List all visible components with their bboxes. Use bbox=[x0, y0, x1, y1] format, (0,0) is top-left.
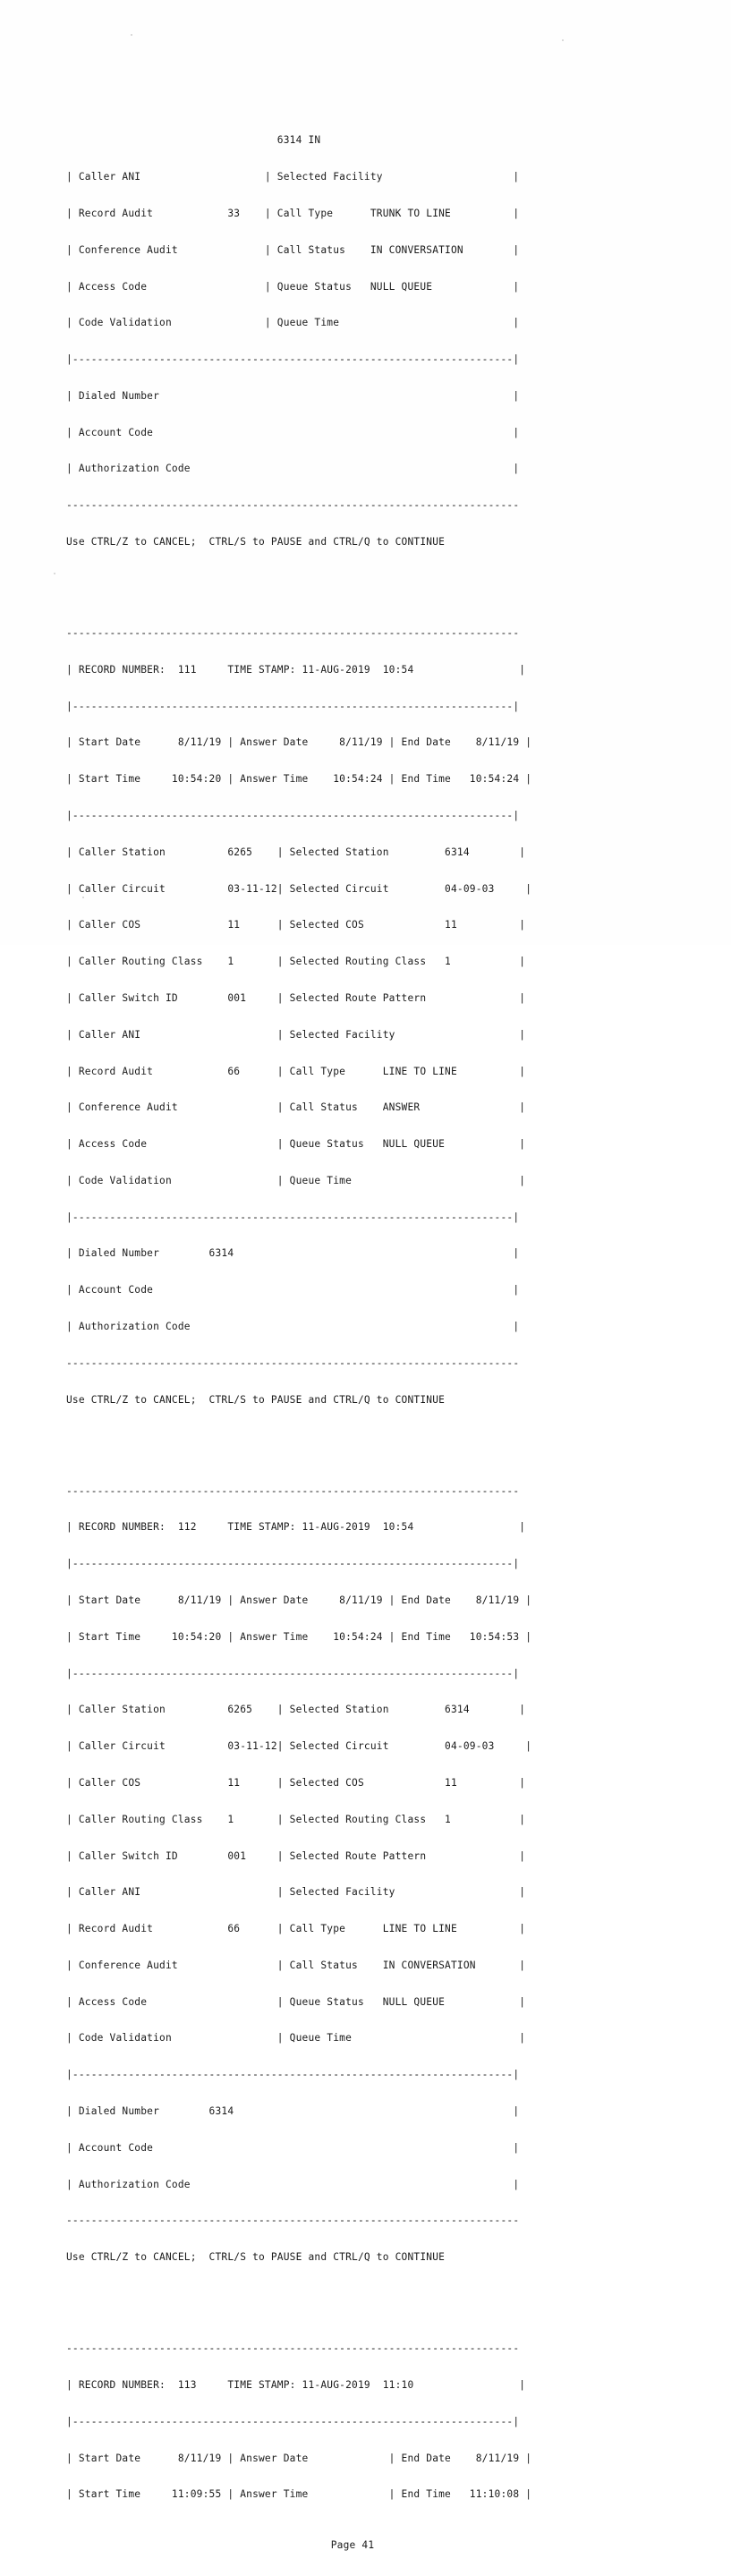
control-prompt: Use CTRL/Z to CANCEL; CTRL/S to PAUSE and CTRL/Q to CONTINUE bbox=[66, 535, 446, 548]
report-divider: |-----------------------------------------------------------------------| bbox=[66, 353, 520, 366]
control-prompt: Use CTRL/Z to CANCEL; CTRL/S to PAUSE and CTRL/Q to CONTINUE bbox=[66, 2251, 446, 2264]
report-divider: ------------------------------------------------------------------------- bbox=[66, 1356, 520, 1369]
report-divider: |-----------------------------------------------------------------------| bbox=[66, 1558, 520, 1570]
report-line: | Caller COS 11 | Selected COS 11 | bbox=[66, 1776, 526, 1789]
report-line: | Conference Audit | Call Status IN CONVERSATION | bbox=[66, 1959, 526, 1971]
report-line: | Start Time 10:54:20 | Answer Time 10:54:24 | End Time 10:54:53 | bbox=[66, 1630, 532, 1643]
report-line: | Record Audit 66 | Call Type LINE TO LINE | bbox=[66, 1923, 526, 1935]
report-line: | Caller COS 11 | Selected COS 11 | bbox=[66, 919, 526, 931]
blank-line bbox=[66, 573, 639, 579]
report-line: 6314 IN bbox=[66, 134, 520, 147]
report-line: | Dialed Number 6314 | bbox=[66, 2104, 520, 2117]
report-divider: |-----------------------------------------------------------------------| bbox=[66, 1211, 520, 1223]
report-line: | Account Code | bbox=[66, 426, 520, 438]
report-line: | Caller ANI | Selected Facility | bbox=[66, 1028, 526, 1041]
record-header: | RECORD NUMBER: 112 TIME STAMP: 11-AUG-2019 10:54 | bbox=[66, 1521, 526, 1534]
scan-speck bbox=[54, 573, 55, 574]
report-line: | Dialed Number | bbox=[66, 389, 520, 402]
report-divider: |-----------------------------------------------------------------------| bbox=[66, 2069, 520, 2081]
report-line: | Code Validation | Queue Time | bbox=[66, 317, 520, 329]
report-line: | Account Code | bbox=[66, 2141, 520, 2154]
report-line: | Caller Circuit 03-11-12| Selected Circuit 04-09-03 | bbox=[66, 882, 532, 895]
report-line: | Start Date 8/11/19 | Answer Date | End Date 8/11/19 | bbox=[66, 2452, 532, 2464]
report-line: | Start Time 11:09:55 | Answer Time | End Time 11:10:08 | bbox=[66, 2488, 532, 2501]
report-line: | Caller Station 6265 | Selected Station 6314 | bbox=[66, 846, 526, 858]
report-divider: ------------------------------------------------------------------------- bbox=[66, 499, 520, 512]
report-line: | Authorization Code | bbox=[66, 1320, 520, 1332]
report-line: | Record Audit 66 | Call Type LINE TO LINE | bbox=[66, 1065, 526, 1077]
report-line: | Access Code | Queue Status NULL QUEUE | bbox=[66, 280, 520, 293]
report-line: | Caller Switch ID 001 | Selected Route Pattern | bbox=[66, 991, 526, 1004]
terminal-report-text bbox=[66, 86, 639, 2576]
report-divider: ------------------------------------------------------------------------- bbox=[66, 627, 520, 640]
report-line: | Start Date 8/11/19 | Answer Date 8/11/19 | End Date 8/11/19 | bbox=[66, 1594, 532, 1607]
report-divider: |-----------------------------------------------------------------------| bbox=[66, 2415, 520, 2427]
record-header: | RECORD NUMBER: 113 TIME STAMP: 11-AUG-2019 11:10 | bbox=[66, 2379, 526, 2392]
report-line: | Caller Routing Class 1 | Selected Routing Class 1 | bbox=[66, 956, 526, 968]
report-divider: |-----------------------------------------------------------------------| bbox=[66, 810, 520, 822]
report-divider: ------------------------------------------------------------------------- bbox=[66, 1484, 520, 1497]
report-line: | Caller Circuit 03-11-12| Selected Circuit 04-09-03 | bbox=[66, 1740, 532, 1753]
report-line: | Conference Audit | Call Status IN CONVERSATION | bbox=[66, 243, 520, 256]
report-line: | Access Code | Queue Status NULL QUEUE | bbox=[66, 1995, 526, 2008]
report-divider: ------------------------------------------------------------------------- bbox=[66, 2215, 520, 2227]
blank-line bbox=[66, 1430, 639, 1436]
report-line: | Access Code | Queue Status NULL QUEUE | bbox=[66, 1138, 526, 1151]
record-header: | RECORD NUMBER: 111 TIME STAMP: 11-AUG-2019 10:54 | bbox=[66, 663, 526, 676]
report-divider: ------------------------------------------------------------------------- bbox=[66, 2342, 520, 2355]
report-divider: |-----------------------------------------------------------------------| bbox=[66, 700, 520, 712]
scan-speck bbox=[131, 34, 132, 36]
page-number: Page 41 bbox=[330, 2538, 375, 2551]
report-line: | Start Date 8/11/19 | Answer Date 8/11/19 | End Date 8/11/19 | bbox=[66, 736, 532, 749]
report-line: | Caller Switch ID 001 | Selected Route Pattern | bbox=[66, 1849, 526, 1862]
scan-speck bbox=[82, 897, 84, 898]
report-line: | Code Validation | Queue Time | bbox=[66, 2032, 526, 2045]
scan-speck bbox=[562, 39, 564, 41]
report-line: | Account Code | bbox=[66, 1284, 520, 1297]
report-divider: |-----------------------------------------------------------------------| bbox=[66, 1667, 520, 1679]
report-line: | Code Validation | Queue Time | bbox=[66, 1174, 526, 1186]
report-line: | Authorization Code | bbox=[66, 2178, 520, 2190]
report-line: | Caller Routing Class 1 | Selected Routing Class 1 | bbox=[66, 1813, 526, 1825]
report-line: | Start Time 10:54:20 | Answer Time 10:54:24 | End Time 10:54:24 | bbox=[66, 773, 532, 786]
blank-line bbox=[66, 2288, 639, 2294]
report-line: | Caller ANI | Selected Facility | bbox=[66, 1886, 526, 1899]
control-prompt: Use CTRL/Z to CANCEL; CTRL/S to PAUSE and CTRL/Q to CONTINUE bbox=[66, 1393, 446, 1406]
report-line: | Caller Station 6265 | Selected Station 6314 | bbox=[66, 1704, 526, 1716]
report-line: | Authorization Code | bbox=[66, 463, 520, 475]
report-line: | Caller ANI | Selected Facility | bbox=[66, 171, 520, 183]
report-line: | Dialed Number 6314 | bbox=[66, 1247, 520, 1260]
report-line: | Record Audit 33 | Call Type TRUNK TO LINE | bbox=[66, 207, 520, 219]
report-line: | Conference Audit | Call Status ANSWER | bbox=[66, 1101, 526, 1114]
